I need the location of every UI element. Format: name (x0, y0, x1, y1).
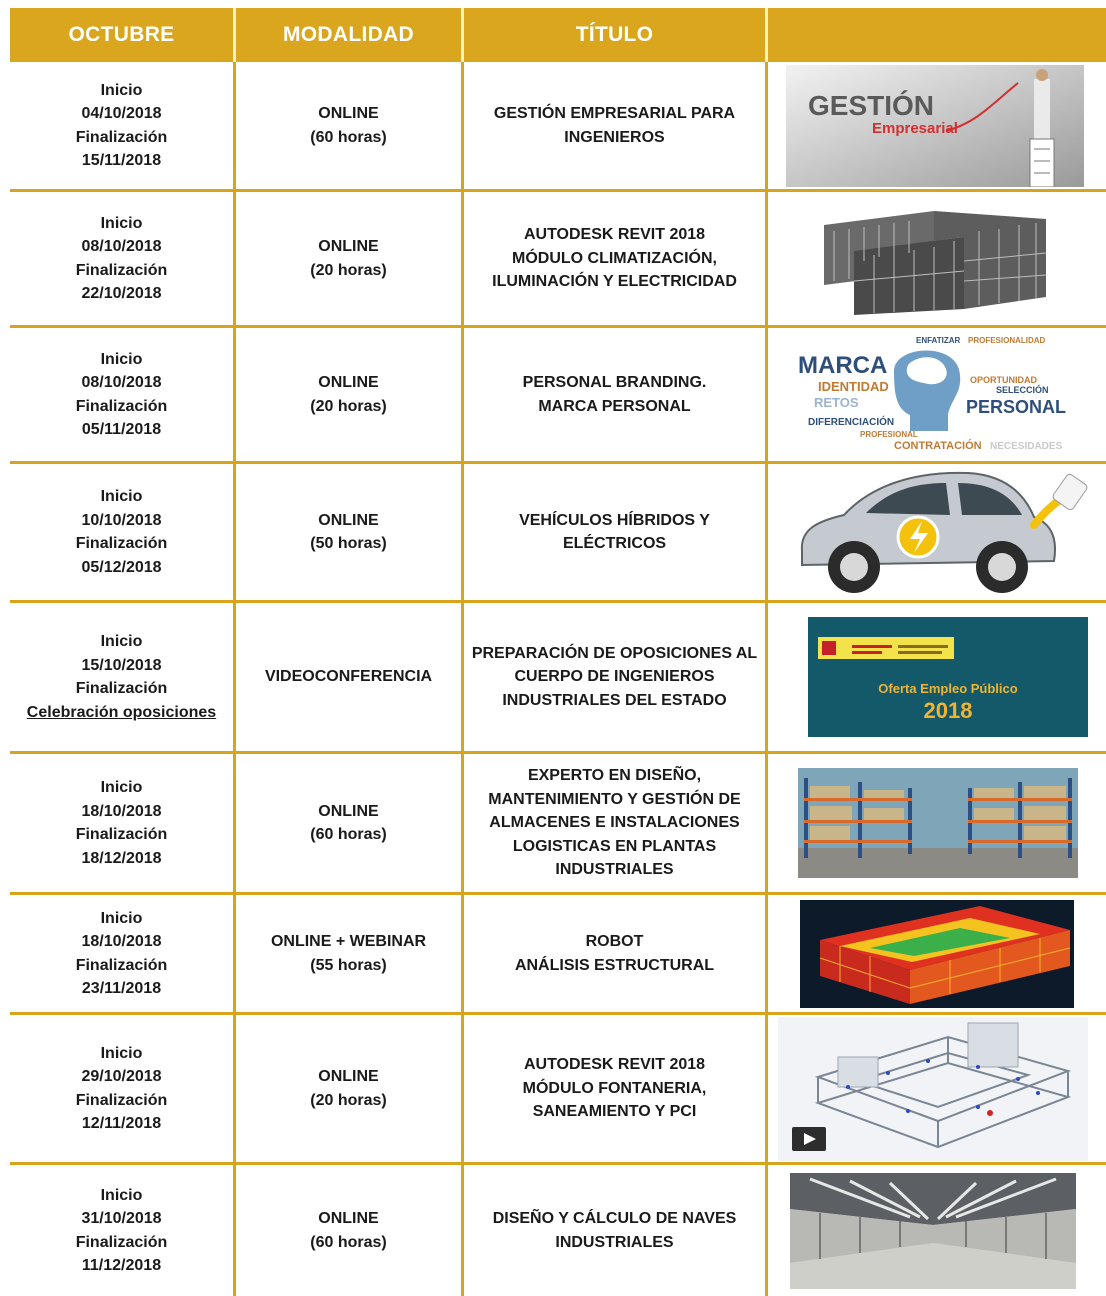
end-date: Celebración oposiciones (26, 703, 217, 721)
modality-label: ONLINE (318, 238, 379, 255)
end-date: 22/10/2018 (81, 285, 162, 302)
start-label: Inicio (100, 214, 143, 232)
course-modality (236, 328, 464, 464)
start-date: 08/10/2018 (81, 374, 162, 391)
title-line: ELÉCTRICOS (562, 535, 667, 552)
start-label: Inicio (100, 1044, 143, 1062)
title-line: AUTODESK REVIT 2018 (523, 1056, 706, 1074)
course-image-cell (768, 1165, 1106, 1296)
end-label: Finalización (75, 397, 168, 415)
hours-label: (60 horas) (310, 128, 387, 146)
revit-plumbing-model-image (778, 1017, 1088, 1161)
end-label: Finalización (75, 1091, 168, 1109)
course-image-cell (768, 895, 1106, 1015)
svg-text:DIFERENCIACIÓN: DIFERENCIACIÓN (808, 416, 895, 428)
course-image-cell (768, 1015, 1106, 1165)
start-date: 15/10/2018 (81, 656, 162, 674)
title-line: VEHÍCULOS HÍBRIDOS Y (519, 511, 710, 529)
end-label: Finalización (75, 261, 168, 279)
course-modality (236, 464, 464, 603)
svg-text:CONTRATACIÓN: CONTRATACIÓN (894, 439, 982, 452)
svg-text:MARCA: MARCA (798, 351, 888, 379)
title-line: MÓDULO FONTANERIA, (522, 1079, 707, 1097)
title-line: MÓDULO CLIMATIZACIÓN, (511, 249, 717, 267)
header-title: TÍTULO (464, 8, 768, 62)
end-label: Finalización (75, 1233, 168, 1251)
title-line: SANEAMIENTO Y PCI (532, 1103, 697, 1121)
end-date: 15/11/2018 (81, 152, 162, 169)
course-dates (10, 895, 236, 1015)
start-date: 29/10/2018 (81, 1068, 162, 1085)
hours-label: (20 horas) (310, 397, 387, 415)
header-month: OCTUBRE (10, 8, 236, 62)
end-label: Finalización (75, 535, 168, 552)
hours-label: (60 horas) (310, 826, 387, 843)
title-line: EXPERTO EN DISEÑO, (527, 767, 702, 785)
course-image-cell (768, 464, 1106, 603)
title-line: MANTENIMIENTO Y GESTIÓN DE (488, 790, 741, 808)
svg-text:2018: 2018 (923, 698, 973, 723)
course-dates (10, 192, 236, 328)
end-date: 05/12/2018 (81, 558, 162, 576)
svg-text:PROFESIONAL: PROFESIONAL (860, 429, 918, 439)
svg-text:ENFATIZAR: ENFATIZAR (916, 335, 961, 345)
course-dates (10, 464, 236, 603)
course-modality (236, 192, 464, 328)
title-line: DISEÑO Y CÁLCULO DE NAVES (492, 1210, 737, 1227)
start-date: 10/10/2018 (81, 511, 162, 529)
course-image-cell (768, 328, 1106, 464)
course-dates (10, 1015, 236, 1165)
title-line: INDUSTRIALES (555, 1233, 674, 1251)
start-label: Inicio (100, 488, 143, 505)
title-line: MARCA PERSONAL (538, 397, 691, 415)
title-line: GESTIÓN EMPRESARIAL PARA (493, 105, 736, 122)
warehouse-racks-image (798, 768, 1078, 878)
header-modality: MODALIDAD (236, 8, 464, 62)
modality-label: ONLINE (318, 1210, 379, 1227)
hours-label: (20 horas) (310, 261, 387, 279)
course-modality (236, 1015, 464, 1165)
hours-label: (60 horas) (310, 1233, 387, 1251)
course-image-cell (768, 603, 1106, 754)
revit-building-image (814, 201, 1054, 317)
course-title (464, 754, 768, 895)
start-date: 18/10/2018 (81, 933, 162, 950)
course-title (464, 1165, 768, 1296)
title-line: ILUMINACIÓN Y ELECTRICIDAD (492, 273, 737, 291)
end-label: Finalización (75, 680, 168, 697)
hours-label: (55 horas) (310, 956, 387, 974)
start-label: Inicio (100, 1186, 143, 1204)
end-date: 11/12/2018 (81, 1257, 162, 1274)
end-label: Finalización (75, 956, 168, 974)
title-line: ROBOT (585, 933, 644, 950)
svg-text:SELECCIÓN: SELECCIÓN (996, 384, 1049, 395)
title-line: PERSONAL BRANDING. (522, 374, 707, 391)
industrial-hall-image (790, 1173, 1076, 1289)
title-line: INDUSTRIALES DEL ESTADO (502, 691, 727, 709)
course-title (464, 464, 768, 603)
svg-text:OPORTUNIDAD: OPORTUNIDAD (970, 374, 1037, 385)
end-date: 18/12/2018 (81, 849, 162, 867)
course-schedule-table (10, 8, 1106, 1296)
svg-text:PROFESIONALIDAD: PROFESIONALIDAD (968, 335, 1046, 345)
modality-label: ONLINE (318, 105, 379, 122)
svg-text:PERSONAL: PERSONAL (966, 396, 1067, 417)
start-label: Inicio (100, 350, 143, 368)
header-image (768, 8, 1106, 62)
course-title (464, 603, 768, 754)
course-dates (10, 328, 236, 464)
course-dates (10, 1165, 236, 1296)
modality-label: ONLINE + WEBINAR (270, 933, 427, 950)
course-modality (236, 895, 464, 1015)
hours-label: (50 horas) (310, 535, 387, 552)
modality-label: VIDEOCONFERENCIA (264, 668, 433, 686)
end-label: Finalización (75, 826, 168, 843)
oferta-empleo-publico-image (808, 617, 1088, 737)
start-date: 18/10/2018 (81, 802, 162, 820)
course-dates (10, 62, 236, 192)
course-title (464, 1015, 768, 1165)
end-date: 05/11/2018 (81, 421, 162, 438)
course-dates (10, 754, 236, 895)
start-date: 08/10/2018 (81, 238, 162, 255)
end-date: 23/11/2018 (81, 980, 162, 997)
hours-label: (20 horas) (310, 1091, 387, 1109)
svg-text:GESTIÓN: GESTIÓN (808, 89, 935, 121)
start-label: Inicio (100, 909, 143, 927)
start-label: Inicio (100, 81, 143, 99)
modality-label: ONLINE (318, 1068, 379, 1085)
course-modality (236, 1165, 464, 1296)
course-title (464, 328, 768, 464)
course-title (464, 895, 768, 1015)
svg-text:IDENTIDAD: IDENTIDAD (818, 378, 889, 394)
electric-car-image (788, 465, 1098, 599)
start-date: 04/10/2018 (81, 105, 162, 122)
modality-label: ONLINE (318, 511, 379, 529)
course-image-cell (768, 192, 1106, 328)
title-line: ANÁLISIS ESTRUCTURAL (514, 956, 715, 974)
start-label: Inicio (100, 779, 143, 796)
robot-structural-analysis-image (800, 900, 1074, 1008)
course-image-cell (768, 754, 1106, 895)
start-date: 31/10/2018 (81, 1210, 162, 1227)
title-line: AUTODESK REVIT 2018 (523, 226, 706, 244)
gestion-empresarial-image (786, 65, 1084, 187)
title-line: INDUSTRIALES (555, 861, 674, 879)
svg-text:Empresarial: Empresarial (872, 119, 958, 137)
course-modality (236, 62, 464, 192)
course-dates (10, 603, 236, 754)
start-label: Inicio (100, 633, 143, 650)
svg-text:RETOS: RETOS (814, 394, 859, 410)
title-line: CUERPO DE INGENIEROS (514, 668, 715, 686)
course-title (464, 62, 768, 192)
modality-label: ONLINE (318, 802, 379, 820)
course-modality (236, 603, 464, 754)
course-image-cell (768, 62, 1106, 192)
title-line: ALMACENES E INSTALACIONES (489, 814, 740, 832)
title-line: LOGISTICAS EN PLANTAS (512, 837, 717, 855)
marca-personal-wordcloud-image (790, 331, 1082, 459)
svg-text:NECESIDADES: NECESIDADES (990, 440, 1063, 452)
title-line: PREPARACIÓN DE OPOSICIONES AL (471, 644, 758, 662)
end-label: Finalización (75, 128, 168, 146)
end-date: 12/11/2018 (81, 1115, 162, 1132)
title-line: INGENIEROS (564, 128, 665, 146)
course-title (464, 192, 768, 328)
course-modality (236, 754, 464, 895)
modality-label: ONLINE (318, 374, 379, 391)
svg-text:Oferta Empleo Público: Oferta Empleo Público (878, 681, 1018, 696)
